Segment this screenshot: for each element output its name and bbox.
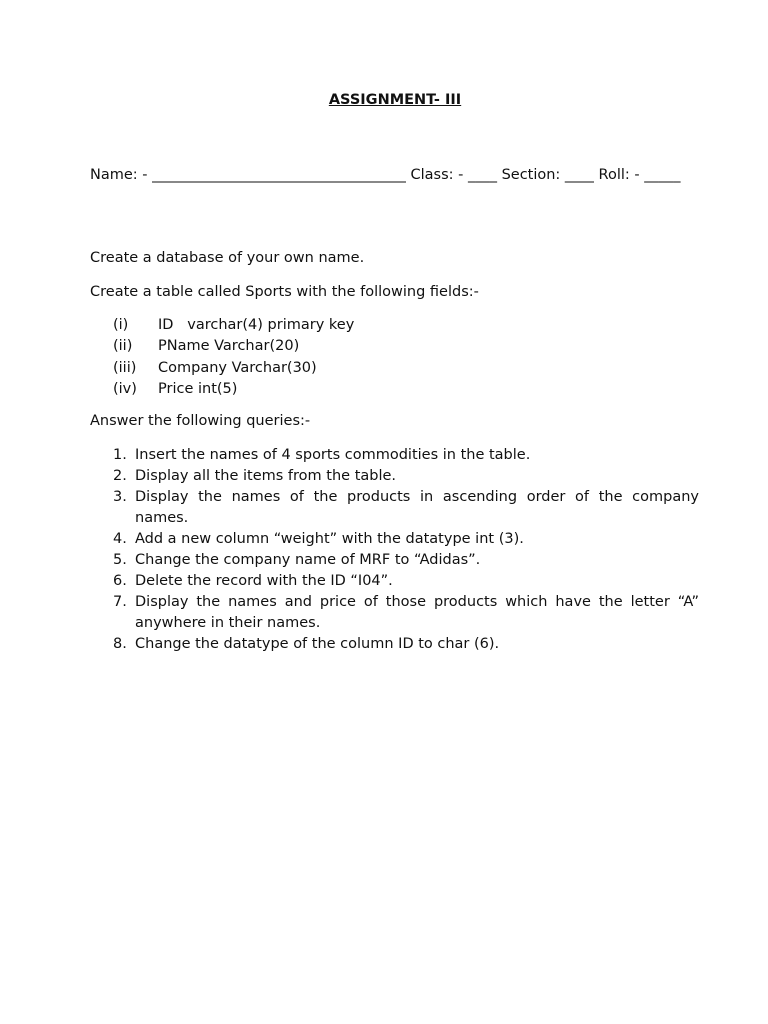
field-text: PName Varchar(20) bbox=[158, 338, 300, 355]
field-item bbox=[113, 379, 354, 400]
query-text: Insert the names of 4 sports commodities in the table. bbox=[135, 447, 531, 463]
query-text: Delete the record with the ID “I04”. bbox=[135, 573, 393, 589]
query-item bbox=[113, 487, 699, 529]
query-item bbox=[113, 445, 699, 466]
field-item bbox=[113, 336, 354, 357]
query-text: Add a new column “weight” with the datatype int (3). bbox=[135, 531, 524, 547]
field-text: Company Varchar(30) bbox=[158, 359, 317, 376]
instruction-create-table: Create a table called Sports with the following fields:- bbox=[90, 284, 479, 300]
queries-heading: Answer the following queries:- bbox=[90, 413, 311, 429]
field-number: (ii) bbox=[113, 338, 133, 355]
field-text: ID varchar(4) primary key bbox=[158, 317, 355, 333]
query-number: 3. bbox=[113, 489, 127, 505]
field-number: (iv) bbox=[113, 380, 137, 397]
query-number: 2. bbox=[113, 468, 127, 484]
query-item bbox=[113, 634, 699, 655]
query-item bbox=[113, 529, 699, 550]
query-number: 8. bbox=[113, 636, 127, 652]
query-text: Change the datatype of the column ID to char (6). bbox=[135, 636, 500, 652]
assignment-title: ASSIGNMENT- III bbox=[328, 92, 462, 108]
query-number: 1. bbox=[113, 447, 127, 463]
queries-list bbox=[113, 445, 699, 655]
query-number: 6. bbox=[113, 573, 127, 589]
instruction-create-database: Create a database of your own name. bbox=[90, 250, 365, 266]
query-number: 5. bbox=[113, 552, 127, 568]
table-fields-list bbox=[113, 315, 354, 400]
query-text: Display the names of the products in ascending order of the company names. bbox=[135, 489, 699, 526]
field-text: Price int(5) bbox=[158, 380, 238, 397]
student-info-line: Name: - ___________________________________ Class: - ____ Section: ____ Roll: - _____ bbox=[90, 167, 681, 183]
query-number: 7. bbox=[113, 594, 127, 610]
field-number: (i) bbox=[113, 317, 129, 333]
field-item bbox=[113, 315, 354, 336]
query-item bbox=[113, 571, 699, 592]
field-number: (iii) bbox=[113, 359, 137, 376]
query-item bbox=[113, 592, 699, 634]
query-item bbox=[113, 466, 699, 487]
query-item bbox=[113, 550, 699, 571]
field-item bbox=[113, 358, 354, 379]
query-text: Change the company name of MRF to “Adidas”. bbox=[135, 552, 481, 568]
query-text: Display the names and price of those products which have the letter “A” anywhere in their names. bbox=[135, 594, 699, 631]
query-text: Display all the items from the table. bbox=[135, 468, 397, 484]
query-number: 4. bbox=[113, 531, 127, 547]
